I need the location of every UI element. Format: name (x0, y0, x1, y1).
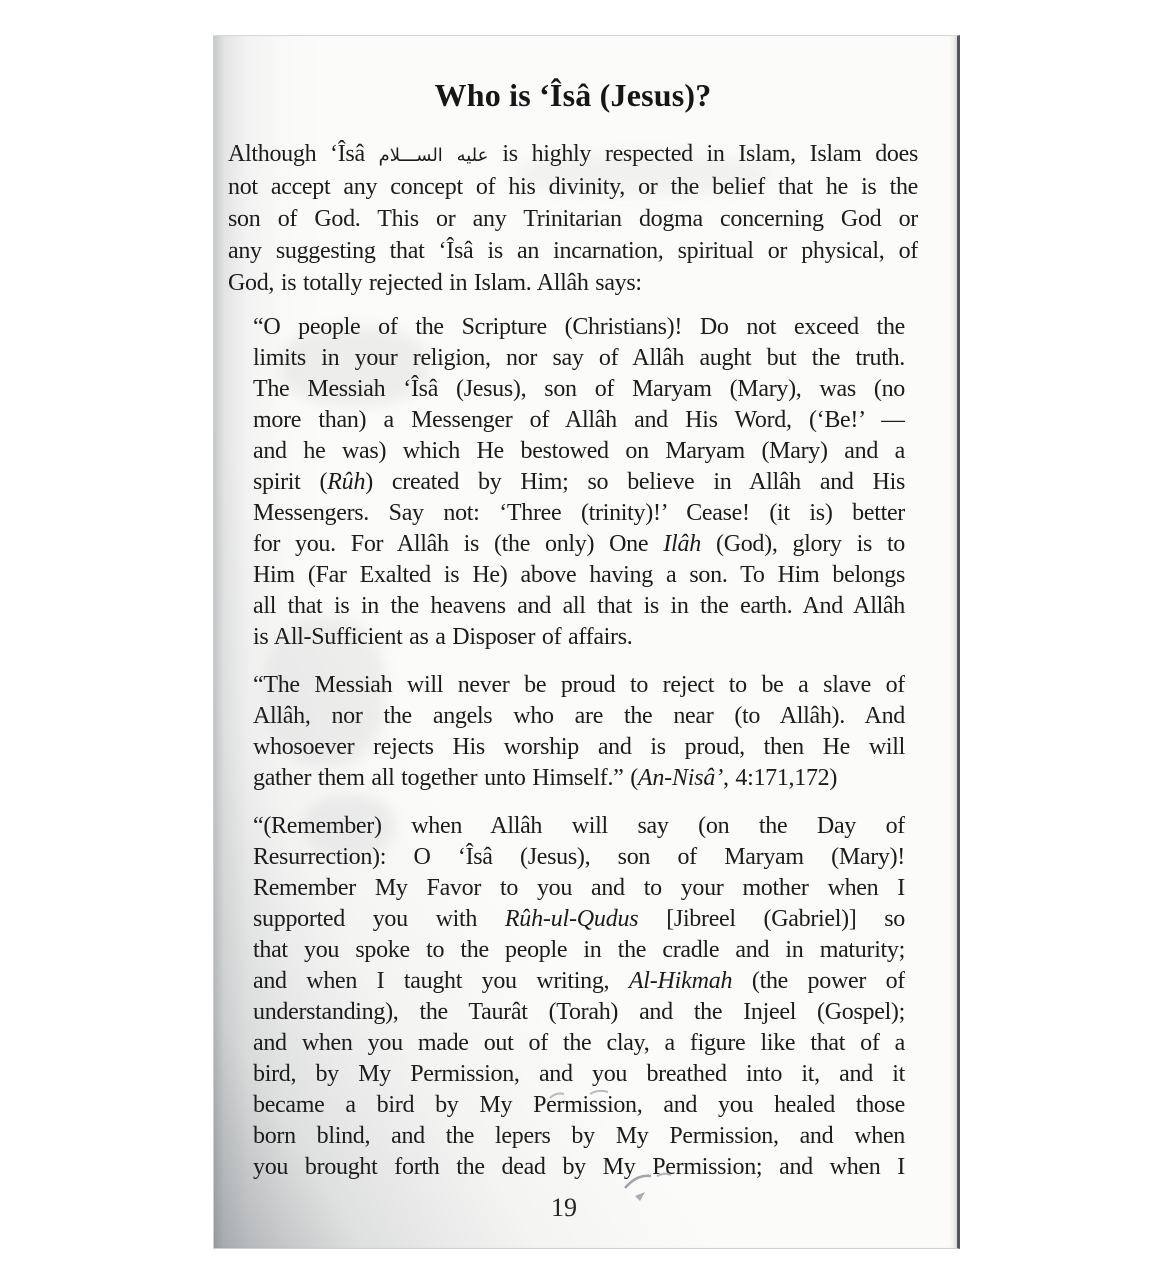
text-line: Resurrection): O ‘Îsâ (Jesus), son of Maryam (Mary)! (253, 844, 905, 870)
text-line: Messengers. Say not: ‘Three (trinity)!’ Cease! (it is) better (253, 500, 905, 526)
page-number: 19 (551, 1193, 577, 1222)
quote-block (253, 811, 905, 1183)
text-line: whosoever rejects His worship and is proud, then He will (253, 734, 905, 760)
page-content (214, 36, 957, 1248)
quote-block (253, 312, 905, 653)
book-page-scan (213, 35, 960, 1249)
text-line: gather them all together unto Himself.” (An-Nisâ’, 4:171,172) (253, 765, 838, 791)
text-line: bird, by My Permission, and you breathed into it, and it (253, 1061, 905, 1087)
text-line: and he was) which He bestowed on Maryam (Mary) and a (253, 438, 905, 464)
text-line: supported you with Rûh-ul-Qudus [Jibreel (Gabriel)] so (253, 906, 905, 932)
text-line: and when I taught you writing, Al-Hikmah (the power of (253, 968, 905, 994)
text-line: for you. For Allâh is (the only) One Ilâh (God), glory is to (253, 531, 905, 557)
text-line: God, is totally rejected in Islam. Allâh says: (228, 270, 642, 296)
page-title: Who is ‘Îsâ (Jesus)? (434, 77, 712, 113)
text-line: that you spoke to the people in the cradle and in maturity; (253, 937, 905, 963)
text-line: born blind, and the lepers by My Permission, and when (253, 1123, 905, 1149)
body-paragraph (228, 138, 918, 299)
text-line: “O people of the Scripture (Christians)! Do not exceed the (253, 314, 905, 340)
text-line: limits in your religion, nor say of Allâh aught but the truth. (253, 345, 905, 371)
text-line: “The Messiah will never be proud to reject to be a slave of (253, 672, 905, 698)
quote-block (253, 670, 905, 794)
text-line: “(Remember) when Allâh will say (on the Day of (253, 813, 905, 839)
text-line: The Messiah ‘Îsâ (Jesus), son of Maryam (Mary), was (no (253, 376, 905, 402)
text-line: became a bird by My Permission, and you healed those (253, 1092, 905, 1118)
text-line: any suggesting that ‘Îsâ is an incarnation, spiritual or physical, of (228, 238, 918, 264)
text-line: son of God. This or any Trinitarian dogma concerning God or (228, 206, 918, 232)
text-line: Allâh, nor the angels who are the near (to Allâh). And (253, 703, 905, 729)
text-line: and when you made out of the clay, a figure like that of a (253, 1030, 905, 1056)
text-line: not accept any concept of his divinity, or the belief that he is the (228, 174, 918, 200)
text-line: more than) a Messenger of Allâh and His Word, (‘Be!’ — (253, 407, 905, 433)
text-line: is All-Sufficient as a Disposer of affairs. (253, 624, 633, 650)
text-line: Remember My Favor to you and to your mother when I (253, 875, 905, 901)
arabic-honorific: عليه الســـلام (378, 145, 489, 166)
text-line: spirit (Rûh) created by Him; so believe in Allâh and His (253, 469, 905, 495)
text-line: you brought forth the dead by My Permission; and when I (253, 1154, 905, 1180)
text-line: understanding), the Taurât (Torah) and the Injeel (Gospel); (253, 999, 905, 1025)
text-line: Although ‘Îsâ عليه الســـلام is highly respected in Islam, Islam does (228, 141, 918, 167)
text-line: Him (Far Exalted is He) above having a son. To Him belongs (253, 562, 905, 588)
text-line: all that is in the heavens and all that is in the earth. And Allâh (253, 593, 905, 619)
text-blocks (228, 138, 918, 1183)
